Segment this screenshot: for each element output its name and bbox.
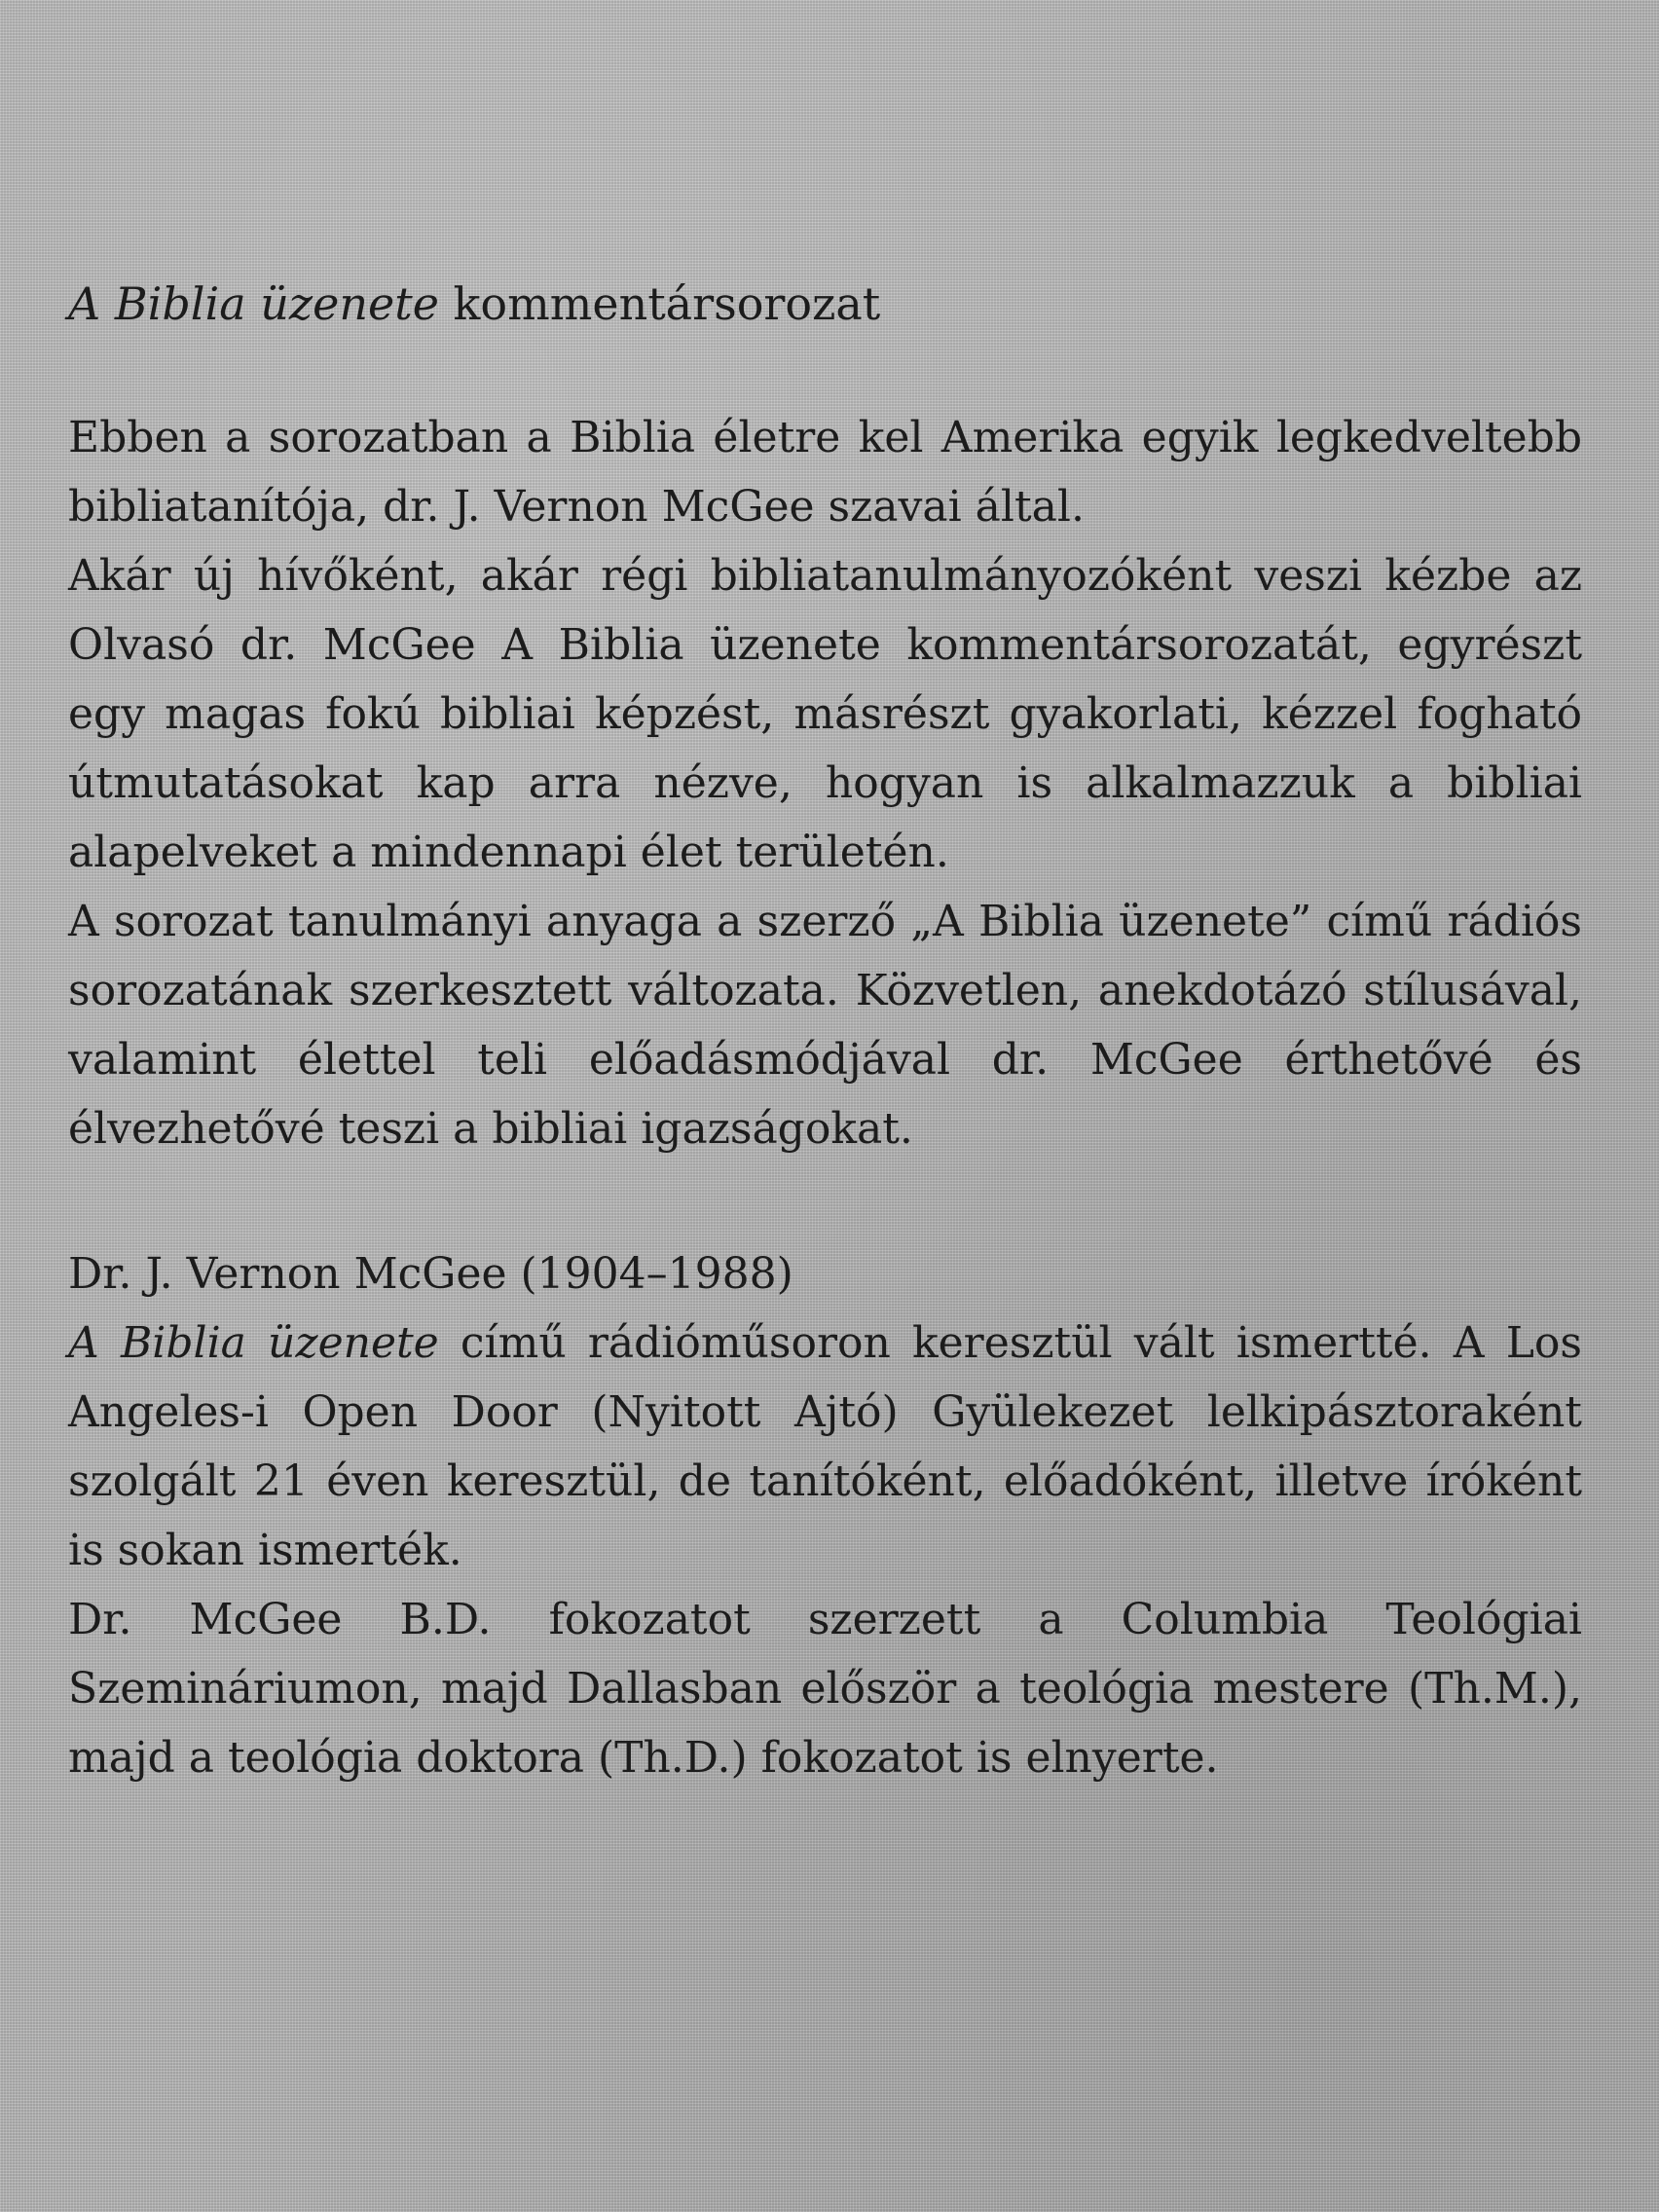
author-p1-rest: című rádióműsoron keresztül vált ismertté. A Los Angeles-i Open Door (Nyitott Ajtó) Gyülekezet lelkipásztoraként szolgált 21 éven keresztül, de tanítóként, előadóként, illetve íróként is sokan ismerték. <box>68 1318 1582 1575</box>
back-cover-text <box>68 273 1582 1792</box>
series-heading <box>68 273 1582 335</box>
author-heading: Dr. J. Vernon McGee (1904–1988) <box>68 1249 793 1299</box>
series-paragraph-2: Akár új hívőként, akár régi bibliatanulmányozóként veszi kézbe az Olvasó dr. McGee A Biblia üzenete kommentársorozatát, egyrészt egy magas fokú bibliai képzést, másrészt gyakorlati, kézzel fogható útmutatásokat kap arra nézve, hogyan is alkalmazzuk a bibliai alapelveket a mindennapi élet területén. <box>68 551 1582 877</box>
series-title-rest: kommentársorozat <box>438 277 881 330</box>
author-p1-italic: A Biblia üzenete <box>68 1318 439 1368</box>
series-title-italic: A Biblia üzenete <box>68 277 439 330</box>
series-paragraph-1: Ebben a sorozatban a Biblia életre kel Amerika egyik legkedveltebb bibliatanítója, dr. J. Vernon McGee szavai által. <box>68 413 1582 532</box>
section-gap <box>68 1163 1582 1239</box>
series-paragraph-3: A sorozat tanulmányi anyaga a szerző „A Biblia üzenete” című rádiós sorozatának szerkesztett változata. Közvetlen, anekdotázó stílusával, valamint élettel teli előadásmódjával dr. McGee érthetővé és élvezhetővé teszi a bibliai igazságokat. <box>68 897 1582 1154</box>
author-paragraph-2: Dr. McGee B.D. fokozatot szerzett a Columbia Teológiai Szemináriumon, majd Dallasban először a teológia mestere (Th.M.), majd a teológia doktora (Th.D.) fokozatot is elnyerte. <box>68 1595 1582 1783</box>
author-paragraph-1 <box>68 1309 1582 1585</box>
